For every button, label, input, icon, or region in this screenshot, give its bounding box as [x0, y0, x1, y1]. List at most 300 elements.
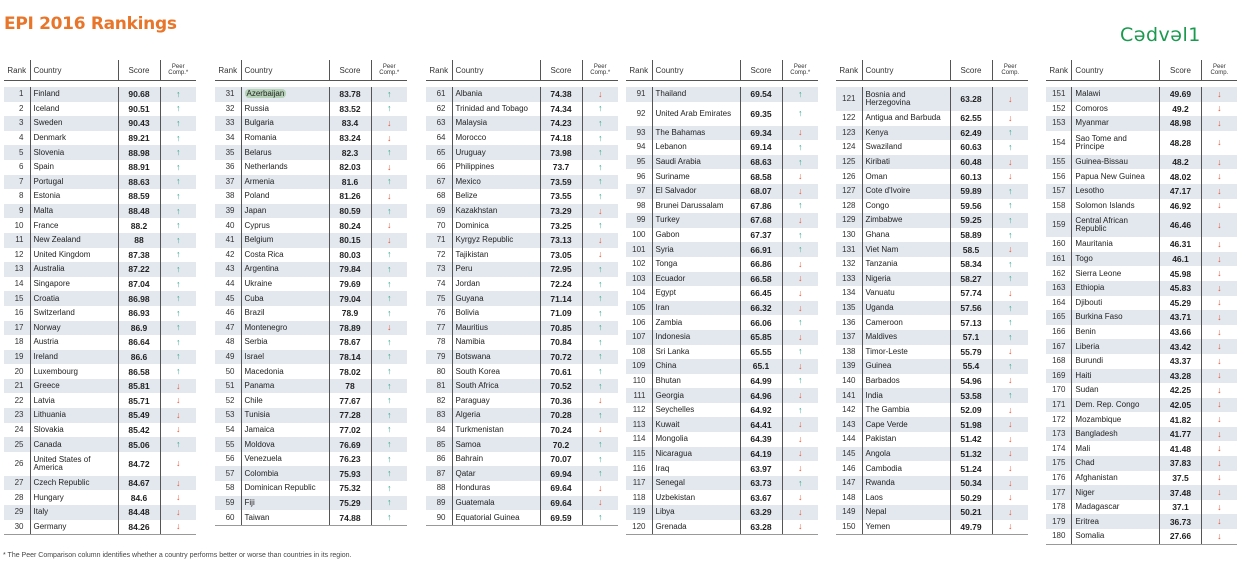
country-cell[interactable]	[452, 248, 540, 263]
country-cell[interactable]	[241, 189, 329, 204]
country-cell[interactable]	[862, 345, 950, 360]
country-cell[interactable]	[241, 393, 329, 408]
country-cell[interactable]	[1072, 456, 1160, 471]
country-cell[interactable]	[30, 408, 118, 423]
country-cell[interactable]	[652, 242, 740, 257]
country-cell[interactable]	[652, 461, 740, 476]
country-cell[interactable]	[241, 437, 329, 452]
arrow-up-icon: ↑	[798, 477, 803, 488]
country-cell[interactable]	[452, 218, 540, 233]
rank-cell: 142	[842, 405, 856, 415]
country-name: Colombia	[244, 468, 279, 478]
country-cell[interactable]	[862, 87, 950, 111]
country-cell[interactable]	[652, 490, 740, 505]
country-cell[interactable]	[1072, 131, 1160, 155]
country-cell[interactable]	[862, 417, 950, 432]
country-cell[interactable]	[862, 155, 950, 170]
arrow-up-icon: ↑	[1008, 360, 1013, 371]
country-cell[interactable]	[862, 520, 950, 535]
table-row	[1046, 199, 1237, 214]
country-cell[interactable]	[1072, 383, 1160, 398]
country-cell[interactable]	[241, 131, 329, 146]
table-row	[426, 189, 618, 204]
country-cell[interactable]	[241, 160, 329, 175]
arrow-up-icon: ↑	[387, 424, 392, 435]
country-cell[interactable]	[452, 131, 540, 146]
country-cell[interactable]	[30, 204, 118, 219]
country-cell[interactable]	[862, 447, 950, 462]
country-cell[interactable]	[862, 432, 950, 447]
country-cell[interactable]	[862, 315, 950, 330]
country-cell[interactable]	[452, 233, 540, 248]
country-cell[interactable]	[1072, 281, 1160, 296]
country-cell[interactable]	[652, 102, 740, 126]
country-cell[interactable]	[30, 248, 118, 263]
country-cell[interactable]	[1072, 266, 1160, 281]
table-row	[4, 321, 196, 336]
table-row	[426, 496, 618, 511]
country-cell[interactable]	[30, 160, 118, 175]
country-cell[interactable]	[652, 213, 740, 228]
score-cell: 75.32	[329, 481, 371, 496]
arrow-down-icon: ↓	[598, 424, 603, 435]
table-row	[836, 272, 1028, 287]
peer-comparison-cell	[782, 359, 818, 374]
table-row	[626, 242, 818, 257]
score-cell: 65.85	[740, 330, 782, 345]
rank-cell: 177	[1046, 485, 1072, 500]
arrow-up-icon: ↑	[387, 336, 392, 347]
score-cell: 85.49	[118, 408, 160, 423]
rank-cell: 154	[1052, 137, 1066, 147]
arrow-down-icon: ↓	[1217, 414, 1222, 425]
country-cell[interactable]	[241, 408, 329, 423]
country-cell[interactable]	[452, 145, 540, 160]
country-cell[interactable]	[30, 423, 118, 438]
country-cell[interactable]	[652, 257, 740, 272]
score-cell: 86.93	[118, 306, 160, 321]
country-cell[interactable]	[1072, 529, 1160, 544]
country-cell[interactable]	[862, 169, 950, 184]
country-cell[interactable]	[241, 102, 329, 117]
score-cell: 64.92	[740, 403, 782, 418]
country-header: Country	[862, 60, 950, 81]
peer-comparison-cell	[992, 155, 1028, 170]
country-name: The Gambia	[865, 405, 910, 415]
country-cell[interactable]	[1072, 102, 1160, 117]
rank-cell: 32	[225, 103, 235, 113]
country-cell[interactable]	[862, 199, 950, 214]
country-cell[interactable]	[652, 87, 740, 102]
rank-cell: 178	[1052, 502, 1066, 512]
arrow-up-icon: ↑	[798, 404, 803, 415]
country-cell[interactable]	[652, 140, 740, 155]
table-row	[426, 408, 618, 423]
country-name: Lebanon	[655, 142, 687, 152]
country-cell[interactable]	[862, 403, 950, 418]
country-cell[interactable]	[30, 262, 118, 277]
country-cell[interactable]	[452, 160, 540, 175]
country-cell[interactable]	[30, 145, 118, 160]
country-cell[interactable]	[862, 505, 950, 520]
country-cell[interactable]	[30, 87, 118, 102]
country-cell[interactable]	[652, 155, 740, 170]
country-cell[interactable]	[1072, 427, 1160, 442]
rank-cell: 170	[1052, 385, 1066, 395]
score-cell: 70.84	[540, 335, 582, 350]
rank-cell: 168	[1052, 356, 1066, 366]
country-name: Cameroon	[865, 317, 903, 327]
table-row	[836, 432, 1028, 447]
country-cell[interactable]	[30, 490, 118, 505]
country-cell[interactable]	[30, 321, 118, 336]
country-cell[interactable]	[652, 359, 740, 374]
country-cell[interactable]	[862, 476, 950, 491]
score-cell: 69.64	[540, 496, 582, 511]
country-name: Egypt	[655, 288, 676, 298]
country-cell[interactable]	[241, 350, 329, 365]
country-cell[interactable]	[241, 496, 329, 511]
table-row	[1046, 354, 1237, 369]
country-name: Uganda	[865, 303, 894, 313]
country-cell[interactable]	[452, 335, 540, 350]
country-cell[interactable]	[1072, 116, 1160, 131]
country-cell[interactable]	[30, 131, 118, 146]
country-cell[interactable]	[1072, 398, 1160, 413]
country-cell[interactable]	[452, 364, 540, 379]
country-cell[interactable]	[241, 248, 329, 263]
country-cell[interactable]	[652, 199, 740, 214]
country-cell[interactable]	[452, 452, 540, 467]
score-cell: 74.18	[540, 131, 582, 146]
country-cell[interactable]	[652, 403, 740, 418]
score-cell: 90.43	[118, 116, 160, 131]
country-cell[interactable]	[30, 335, 118, 350]
peer-comparison-cell	[371, 218, 407, 233]
country-cell[interactable]	[241, 452, 329, 467]
peer-comparison-cell	[782, 155, 818, 170]
score-cell: 72.24	[540, 277, 582, 292]
country-cell[interactable]	[241, 175, 329, 190]
score-cell: 70.52	[540, 379, 582, 394]
country-cell[interactable]	[241, 291, 329, 306]
country-cell[interactable]	[1072, 87, 1160, 102]
country-cell[interactable]	[862, 140, 950, 155]
country-cell[interactable]	[652, 169, 740, 184]
country-cell[interactable]	[452, 481, 540, 496]
country-cell[interactable]	[452, 306, 540, 321]
score-cell: 85.81	[118, 379, 160, 394]
country-cell[interactable]	[862, 126, 950, 141]
country-cell[interactable]	[652, 417, 740, 432]
country-cell[interactable]	[652, 345, 740, 360]
country-cell[interactable]	[241, 481, 329, 496]
country-cell[interactable]	[652, 388, 740, 403]
country-name: Yemen	[865, 521, 891, 531]
country-cell[interactable]	[452, 189, 540, 204]
country-cell[interactable]	[30, 277, 118, 292]
country-cell[interactable]	[1072, 485, 1160, 500]
country-cell[interactable]	[452, 291, 540, 306]
table-row	[626, 417, 818, 432]
country-cell[interactable]	[652, 184, 740, 199]
table-row	[4, 350, 196, 365]
score-cell: 52.09	[950, 403, 992, 418]
table-row	[836, 228, 1028, 243]
country-name: Myanmar	[1075, 118, 1109, 128]
score-cell: 66.91	[740, 242, 782, 257]
country-cell[interactable]	[1072, 169, 1160, 184]
arrow-up-icon: ↑	[176, 322, 181, 333]
rank-cell: 70	[436, 220, 446, 230]
arrow-down-icon: ↓	[176, 409, 181, 420]
country-cell[interactable]	[862, 359, 950, 374]
country-cell[interactable]	[862, 242, 950, 257]
country-cell[interactable]	[452, 116, 540, 131]
country-cell[interactable]	[452, 350, 540, 365]
country-cell[interactable]	[30, 116, 118, 131]
country-cell[interactable]	[1072, 471, 1160, 486]
country-cell[interactable]	[30, 505, 118, 520]
country-cell[interactable]	[452, 393, 540, 408]
country-cell[interactable]	[241, 321, 329, 336]
country-cell[interactable]	[452, 466, 540, 481]
country-cell[interactable]	[452, 321, 540, 336]
country-cell[interactable]	[241, 364, 329, 379]
country-cell[interactable]	[241, 423, 329, 438]
peer-header-line2: Comp.*	[168, 70, 189, 76]
arrow-down-icon: ↓	[1217, 282, 1222, 293]
arrow-up-icon: ↑	[176, 176, 181, 187]
rank-cell: 120	[626, 520, 652, 535]
country-cell[interactable]	[652, 520, 740, 535]
country-cell[interactable]	[862, 272, 950, 287]
country-name: Montenegro	[244, 322, 288, 332]
score-cell: 48.02	[1160, 169, 1202, 184]
country-cell[interactable]	[452, 496, 540, 511]
country-cell[interactable]	[1072, 441, 1160, 456]
header-row	[1046, 60, 1237, 81]
country-cell[interactable]	[652, 126, 740, 141]
country-cell[interactable]	[241, 510, 329, 525]
table-row	[426, 204, 618, 219]
peer-header-line2: Comp.*	[790, 70, 811, 76]
score-cell: 79.84	[329, 262, 371, 277]
country-cell[interactable]	[30, 291, 118, 306]
country-cell[interactable]	[862, 330, 950, 345]
country-cell[interactable]	[652, 272, 740, 287]
rank-cell: 146	[842, 463, 856, 473]
country-cell[interactable]	[30, 393, 118, 408]
score-cell: 51.24	[950, 461, 992, 476]
peer-comparison-cell	[371, 131, 407, 146]
country-cell[interactable]	[652, 228, 740, 243]
country-cell[interactable]	[1072, 252, 1160, 267]
country-cell[interactable]	[30, 476, 118, 491]
country-cell[interactable]	[30, 520, 118, 535]
country-cell[interactable]	[652, 374, 740, 389]
country-cell[interactable]	[452, 437, 540, 452]
country-cell[interactable]	[30, 452, 118, 476]
country-name: Taiwan	[244, 512, 270, 522]
peer-comparison-cell	[992, 461, 1028, 476]
table-row	[1046, 485, 1237, 500]
country-cell[interactable]	[862, 388, 950, 403]
table-row	[626, 199, 818, 214]
country-cell[interactable]	[452, 262, 540, 277]
country-cell[interactable]	[452, 379, 540, 394]
country-cell[interactable]	[1072, 310, 1160, 325]
country-name: Kazakhstan	[455, 206, 498, 216]
country-cell[interactable]	[652, 447, 740, 462]
country-cell[interactable]	[30, 364, 118, 379]
country-cell[interactable]	[30, 218, 118, 233]
country-cell[interactable]	[241, 233, 329, 248]
country-cell[interactable]	[1072, 369, 1160, 384]
arrow-down-icon: ↓	[176, 521, 181, 532]
country-cell[interactable]	[30, 306, 118, 321]
country-cell[interactable]	[241, 335, 329, 350]
score-cell: 88.2	[118, 218, 160, 233]
peer-comparison-cell	[992, 111, 1028, 126]
arrow-up-icon: ↑	[598, 366, 603, 377]
country-cell[interactable]	[652, 286, 740, 301]
country-cell[interactable]	[652, 476, 740, 491]
country-cell[interactable]	[30, 379, 118, 394]
rank-cell: 81	[426, 379, 452, 394]
country-cell[interactable]	[862, 286, 950, 301]
country-cell[interactable]	[652, 505, 740, 520]
country-cell[interactable]	[862, 111, 950, 126]
arrow-up-icon: ↑	[387, 468, 392, 479]
rank-cell: 123	[836, 126, 862, 141]
score-cell: 73.25	[540, 218, 582, 233]
rank-cell: 36	[225, 162, 235, 172]
country-cell[interactable]	[241, 306, 329, 321]
arrow-down-icon: ↓	[598, 88, 603, 99]
country-name: Argentina	[244, 264, 279, 274]
country-cell[interactable]	[862, 228, 950, 243]
score-cell: 51.42	[950, 432, 992, 447]
country-cell[interactable]	[30, 102, 118, 117]
country-cell[interactable]	[452, 204, 540, 219]
country-cell[interactable]	[1072, 339, 1160, 354]
country-cell[interactable]	[241, 277, 329, 292]
country-cell[interactable]	[862, 490, 950, 505]
score-cell: 63.97	[740, 461, 782, 476]
score-cell: 78	[329, 379, 371, 394]
peer-comparison-cell	[1201, 383, 1237, 398]
peer-comparison-cell	[992, 490, 1028, 505]
country-cell[interactable]	[452, 277, 540, 292]
arrow-up-icon: ↑	[1008, 302, 1013, 313]
country-cell[interactable]	[30, 175, 118, 190]
country-cell[interactable]	[452, 102, 540, 117]
country-cell[interactable]	[1072, 514, 1160, 529]
country-cell[interactable]	[862, 301, 950, 316]
country-cell[interactable]	[30, 189, 118, 204]
country-cell[interactable]	[241, 262, 329, 277]
table-row	[626, 476, 818, 491]
arrow-up-icon: ↑	[176, 351, 181, 362]
arrow-up-icon: ↑	[176, 307, 181, 318]
country-cell[interactable]	[241, 466, 329, 481]
rank-cell: 160	[1052, 239, 1066, 249]
country-cell[interactable]	[452, 423, 540, 438]
country-cell[interactable]	[241, 87, 329, 102]
country-cell[interactable]	[862, 184, 950, 199]
score-cell: 37.5	[1160, 471, 1202, 486]
arrow-up-icon: ↑	[176, 117, 181, 128]
country-cell[interactable]	[30, 437, 118, 452]
country-cell[interactable]	[1072, 354, 1160, 369]
rankings-table	[626, 60, 818, 535]
country-cell[interactable]	[452, 87, 540, 102]
country-cell[interactable]	[452, 175, 540, 190]
rank-cell: 47	[215, 321, 241, 336]
country-cell[interactable]	[452, 510, 540, 525]
rank-cell: 115	[626, 447, 652, 462]
country-cell[interactable]	[1072, 184, 1160, 199]
score-cell: 64.39	[740, 432, 782, 447]
country-cell[interactable]	[862, 374, 950, 389]
country-cell[interactable]	[652, 330, 740, 345]
country-cell[interactable]	[862, 257, 950, 272]
score-cell: 72.95	[540, 262, 582, 277]
rank-cell: 94	[636, 142, 646, 152]
country-cell[interactable]	[30, 350, 118, 365]
country-cell[interactable]	[652, 301, 740, 316]
score-cell: 41.77	[1160, 427, 1202, 442]
arrow-up-icon: ↑	[176, 278, 181, 289]
country-cell[interactable]	[1072, 199, 1160, 214]
country-cell[interactable]	[241, 204, 329, 219]
country-cell[interactable]	[30, 233, 118, 248]
peer-comparison-cell	[371, 335, 407, 350]
country-cell[interactable]	[241, 379, 329, 394]
country-cell[interactable]	[1072, 155, 1160, 170]
score-cell: 70.61	[540, 364, 582, 379]
peer-comparison-cell	[1201, 354, 1237, 369]
country-cell[interactable]	[1072, 325, 1160, 340]
score-cell: 84.67	[118, 476, 160, 491]
table-row	[1046, 529, 1237, 544]
country-cell[interactable]	[862, 213, 950, 228]
rank-cell: 2	[19, 103, 24, 113]
table-row	[215, 87, 407, 102]
table-row	[215, 452, 407, 467]
table-row	[4, 189, 196, 204]
country-cell[interactable]	[652, 432, 740, 447]
country-cell[interactable]	[1072, 237, 1160, 252]
country-cell[interactable]	[1072, 213, 1160, 237]
country-cell[interactable]	[862, 461, 950, 476]
table-row	[426, 175, 618, 190]
score-cell: 66.58	[740, 272, 782, 287]
country-cell[interactable]	[241, 218, 329, 233]
country-cell[interactable]	[1072, 500, 1160, 515]
table-row	[626, 169, 818, 184]
score-cell: 58.89	[950, 228, 992, 243]
country-cell[interactable]	[1072, 412, 1160, 427]
country-cell[interactable]	[452, 408, 540, 423]
country-cell[interactable]	[241, 145, 329, 160]
country-cell[interactable]	[241, 116, 329, 131]
country-cell[interactable]	[652, 315, 740, 330]
rank-cell: 14	[14, 279, 24, 289]
country-cell[interactable]	[1072, 296, 1160, 311]
rank-cell: 20	[14, 366, 24, 376]
